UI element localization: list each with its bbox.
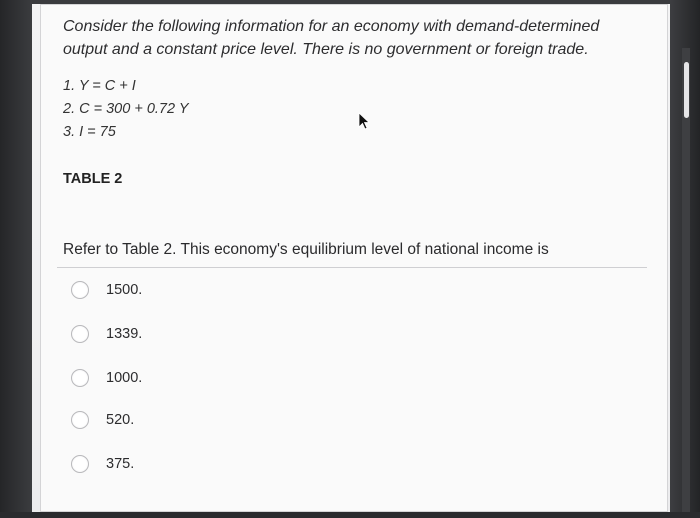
answer-choice[interactable] — [63, 319, 263, 349]
equation-list — [63, 75, 189, 144]
equation-item: 1. Y = C + I — [63, 78, 136, 94]
answer-choice[interactable] — [63, 275, 263, 305]
question-prompt: Refer to Table 2. This economy's equilibrium level of national income is — [63, 241, 549, 258]
table-label: TABLE 2 — [63, 171, 123, 187]
answer-choice[interactable] — [63, 405, 263, 435]
equation-item: 3. I = 75 — [63, 124, 116, 140]
mouse-cursor-icon — [358, 112, 372, 130]
answer-choice[interactable] — [63, 449, 263, 479]
equation-item: 2. C = 300 + 0.72 Y — [63, 101, 189, 117]
choice-label: 375. — [106, 456, 135, 472]
radio-button[interactable] — [71, 281, 89, 299]
radio-button[interactable] — [71, 325, 89, 343]
radio-button[interactable] — [71, 455, 89, 473]
radio-button[interactable] — [71, 369, 89, 387]
question-panel — [40, 4, 668, 512]
screen-bezel-left — [0, 0, 32, 518]
radio-button[interactable] — [71, 411, 89, 429]
scrollbar-track[interactable] — [682, 48, 690, 518]
choice-label: 1500. — [106, 282, 143, 298]
question-stem — [57, 9, 647, 268]
answer-choice[interactable] — [63, 363, 263, 393]
question-intro: Consider the following information for an economy with demand-determined output and a constant price level. There is no government or foreign trade. — [63, 18, 600, 58]
choice-label: 1000. — [106, 370, 143, 386]
screen-bezel-bottom — [0, 512, 700, 518]
choice-label: 520. — [106, 412, 135, 428]
scrollbar-thumb[interactable] — [684, 62, 689, 118]
choice-label: 1339. — [106, 326, 143, 342]
